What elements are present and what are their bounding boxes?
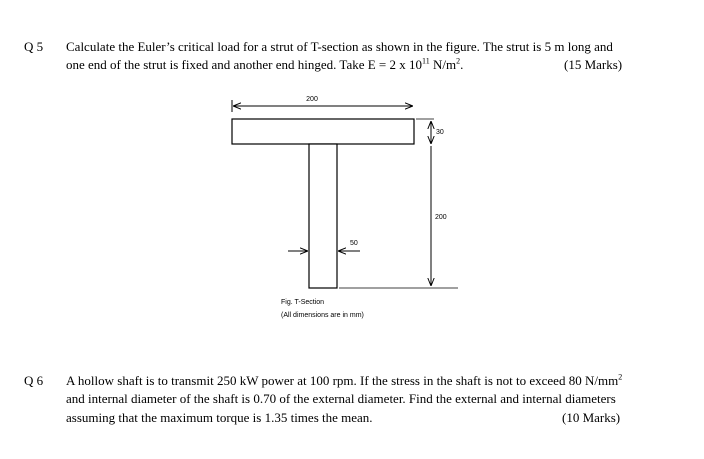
flange-width-label: 200: [306, 96, 318, 103]
question-5-line-2: [66, 57, 463, 73]
question-5-unit: N/m: [429, 57, 457, 72]
web-width-label: 50: [350, 240, 358, 247]
question-5-line-2-text: one end of the strut is fixed and another end hinged. Take E = 2 x 10: [66, 57, 423, 72]
question-5-period: .: [460, 57, 464, 72]
question-5-number: Q 5: [24, 39, 44, 54]
figure-caption-note: (All dimensions are in mm): [281, 312, 364, 319]
t-section-figure: [226, 88, 466, 324]
question-6-line-1-text: A hollow shaft is to transmit 250 kW power at 100 rpm. If the stress in the shaft is not to exceed 80 N/mm: [66, 373, 619, 388]
question-6-line-2: and internal diameter of the shaft is 0.70 of the external diameter. Find the external and internal diameters: [66, 391, 616, 406]
question-5-unit-exponent: 2: [456, 56, 461, 66]
question-6-line-1: [66, 373, 622, 389]
question-5-marks: (15 Marks): [564, 57, 623, 72]
question-6-line-3: assuming that the maximum torque is 1.35 times the mean.: [66, 410, 373, 425]
question-5-exponent: 11: [422, 56, 430, 66]
question-5-line-1: Calculate the Euler’s critical load for a strut of T-section as shown in the figure. The strut is 5 m long and: [66, 39, 613, 54]
question-6-marks: (10 Marks): [562, 410, 621, 425]
flange: [232, 119, 414, 144]
total-depth-label: 200: [435, 214, 447, 221]
web: [309, 144, 337, 288]
question-6-number: Q 6: [24, 373, 44, 388]
flange-thickness-label: 30: [436, 129, 444, 136]
figure-caption-title: Fig. T-Section: [281, 299, 325, 306]
question-6-unit-exponent: 2: [618, 372, 623, 382]
